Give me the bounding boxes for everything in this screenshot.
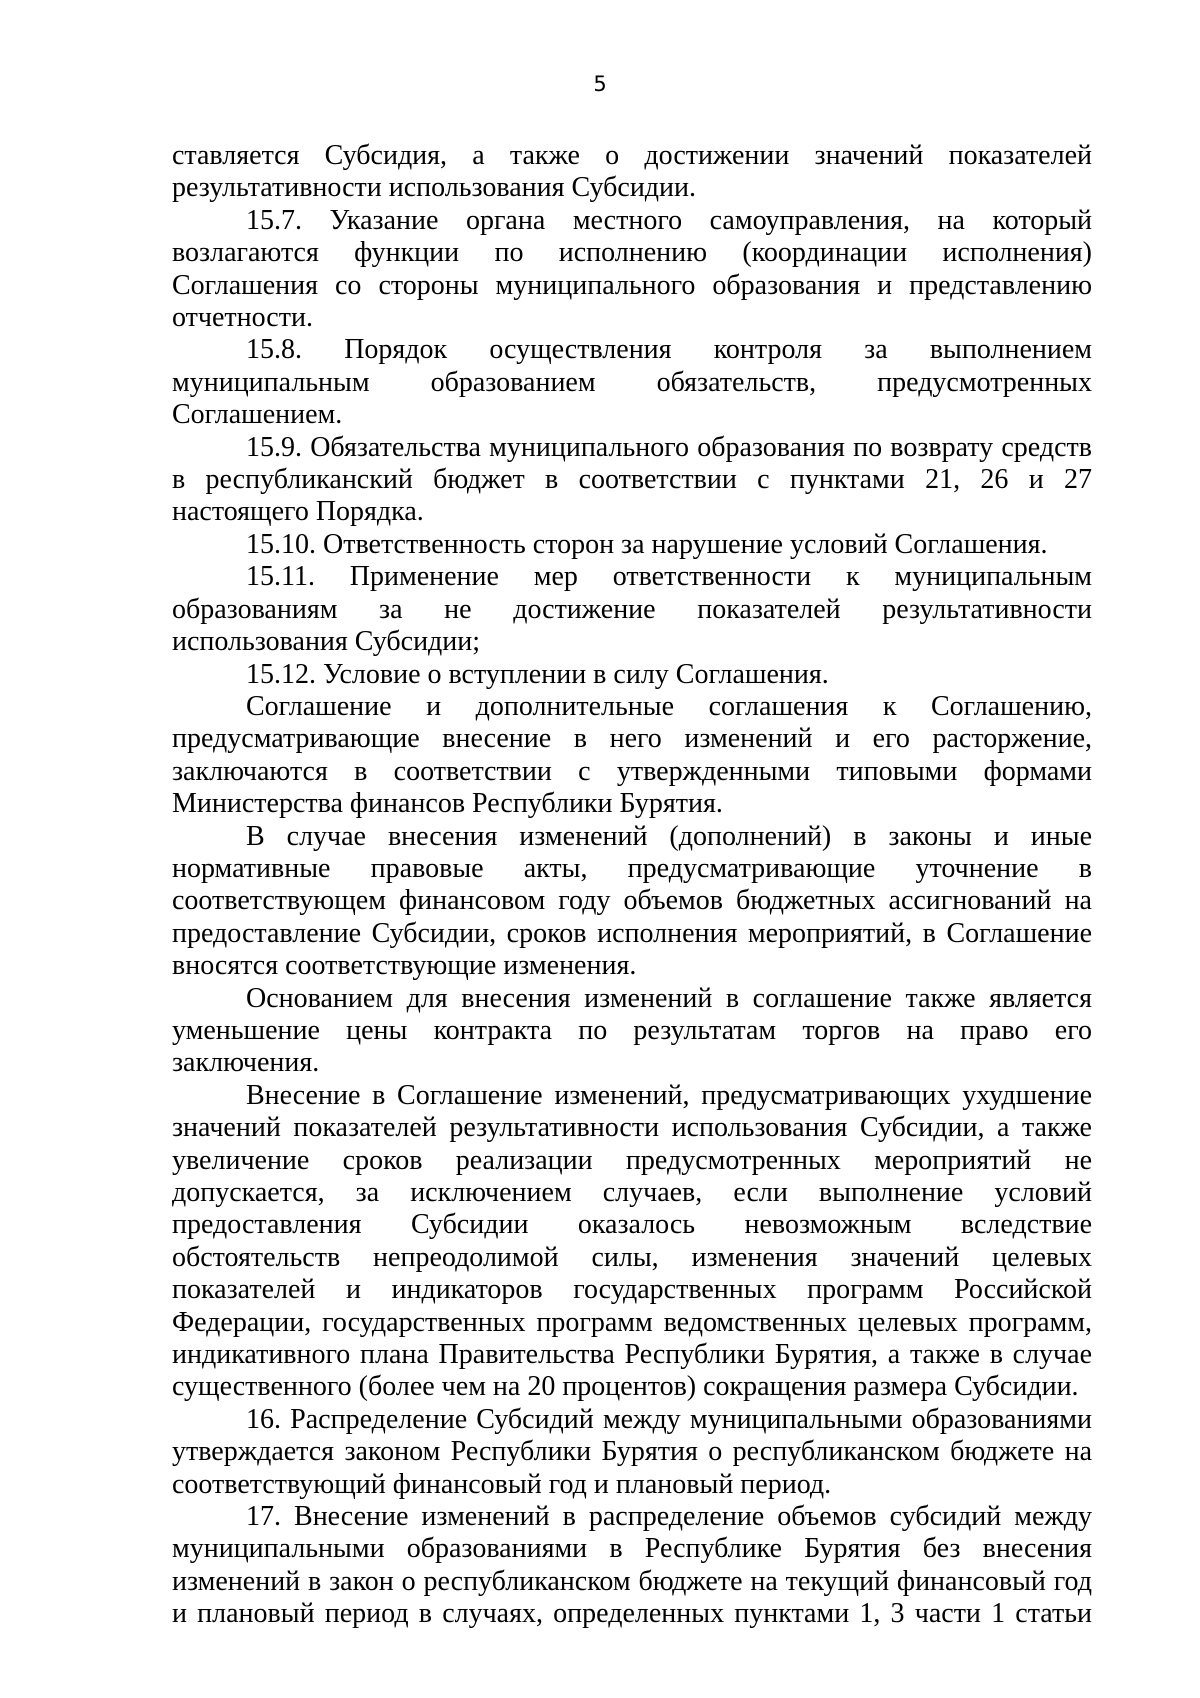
paragraph: ставляется Субсидия, а также о достижении значений показателей результативности использования Субсидии. (172, 140, 1092, 204)
paragraph: Соглашение и дополнительные соглашения к Соглашению, предусматривающие внесение в него изменений и его расторжение, заключаются в соответствии с утвержденными типовыми формами Министерства финансов Республики Бурятия. (172, 690, 1092, 820)
document-body (172, 140, 1092, 1631)
paragraph: 16. Распределение Субсидий между муниципальными образованиями утверждается законом Республики Бурятия о республиканском бюджете на соответствующий финансовый год и плановый период. (172, 1403, 1092, 1500)
paragraph: 17. Внесение изменений в распределение объемов субсидий между муниципальными образованиями в Республике Бурятия без внесения изменений в закон о республиканском бюджете на текущий финансовый год и плановый период в случаях, определенных пунктами 1, 3 части 1 статьи (172, 1501, 1092, 1630)
paragraph: 15.8. Порядок осуществления контроля за выполнением муниципальным образованием обязательств, предусмотренных Соглашением. (172, 334, 1092, 431)
paragraph: 15.11. Применение мер ответственности к муниципальным образованиям за не достижение показателей результативности использования Субсидии; (172, 561, 1092, 658)
page-number: 5 (593, 72, 607, 96)
paragraph: 15.9. Обязательства муниципального образования по возврату средств в республиканский бюджет в соответствии с пунктами 21, 26 и 27 настоящего Порядка. (172, 431, 1092, 528)
paragraph: 15.7. Указание органа местного самоуправления, на который возлагаются функции по исполнению (координации исполнения) Соглашения со стороны муниципального образования и представлению отчетности. (172, 204, 1092, 334)
paragraph: Основанием для внесения изменений в соглашение также является уменьшение цены контракта по результатам торгов на право его заключения. (172, 982, 1092, 1079)
paragraph: 15.10. Ответственность сторон за нарушение условий Соглашения. (246, 528, 1048, 560)
paragraph: В случае внесения изменений (дополнений) в законы и иные нормативные правовые акты, предусматривающие уточнение в соответствующем финансовом году объемов бюджетных ассигнований на предоставление Субсидии, сроков исполнения мероприятий, в Соглашение вносятся соответствующие изменения. (172, 820, 1092, 982)
paragraph: 15.12. Условие о вступлении в силу Соглашения. (246, 658, 829, 690)
paragraph: Внесение в Соглашение изменений, предусматривающих ухудшение значений показателей результативности использования Субсидии, а также увеличение сроков реализации предусмотренных мероприятий не допускается, за исключением случаев, если выполнение условий предоставления Субсидии оказалось невозможным вследствие обстоятельств непреодолимой силы, изменения значений целевых показателей и индикаторов государственных программ Российской Федерации, государственных программ ведомственных целевых программ, индикативного плана Правительства Республики Бурятия, а также в случае существенного (более чем на 20 процентов) сокращения размера Субсидии. (172, 1079, 1092, 1403)
